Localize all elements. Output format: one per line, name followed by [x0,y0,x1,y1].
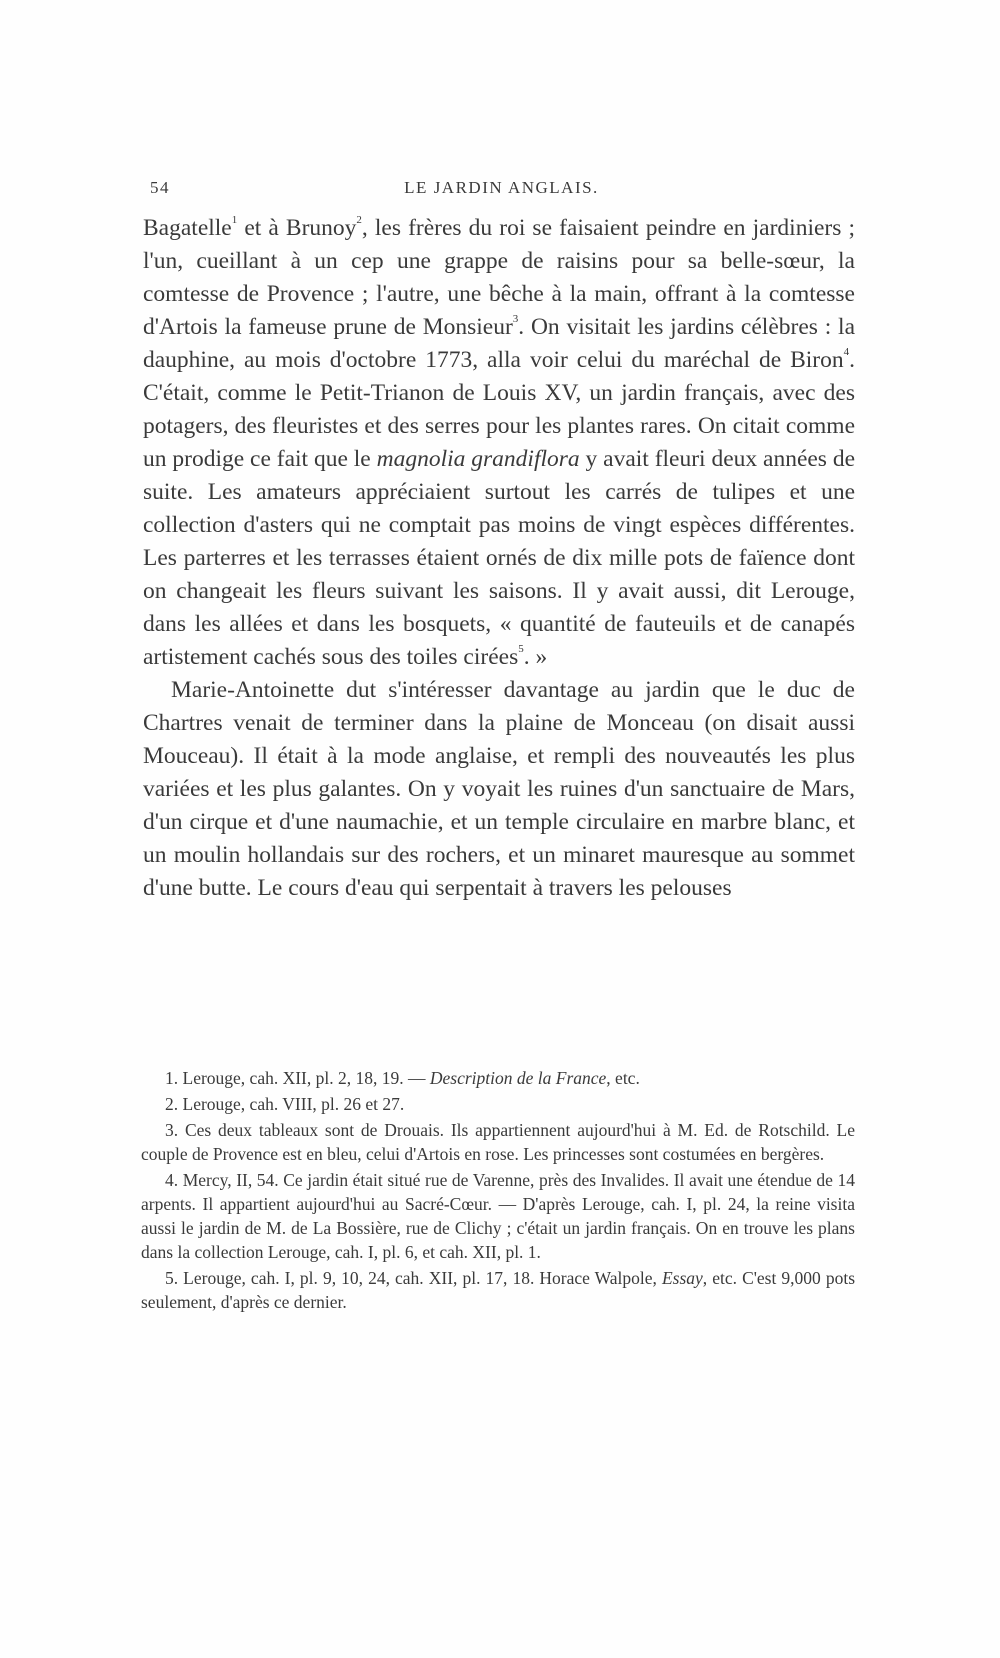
italic-title: Description de la France [429,1068,607,1088]
paragraph-1 [143,212,855,674]
footnote-ref: 1 [231,214,238,226]
text-run: , les frères du roi se faisaient peindre en jardiniers ; l'un, cueillant à un cep une grappe de raisins pour sa belle-sœur, la comtesse de Provence ; l'autre, une bêche à la main, offrant à la comtesse d'Artois la fameuse prune de Monsieur [143,215,855,340]
text-run: , etc. [606,1068,640,1088]
text-run: . On visitait les jardins célèbres : la dauphine, au mois d'octobre 1773, alla voir celui du maréchal de Biron [143,314,856,373]
footnote-4: 4. Mercy, II, 54. Ce jardin était situé rue de Varenne, près des Invalides. Il avait une étendue de 14 arpents. Il appartient aujourd'hui au Sacré-Cœur. — D'après Lerouge, cah. I, pl. 24, la reine visita aussi le jardin de M. de La Bossière, rue de Clichy ; c'était un jardin français. On en trouve les plans dans la collection Lerouge, cah. I, pl. 6, et cah. XII, pl. 1. [141,1170,855,1262]
page-header [150,178,853,200]
text-run: y avait fleuri deux années de suite. Les amateurs appréciaient surtout les carrés de tulipes et une collection d'asters qui ne comptait pas moins de vingt espèces différentes. Les parterres et les terrasses étaient ornés de dix mille pots de faïence dont on changeait les fleurs suivant les saisons. Il y avait aussi, dit Lerouge, dans les allées et dans les bosquets, « quantité de fauteuils et de canapés artistement cachés sous des toiles cirées [143,446,856,670]
paragraph-2: Marie-Antoinette dut s'intéresser davantage au jardin que le duc de Chartres venait de terminer dans la plaine de Monceau (on disait aussi Mouceau). Il était à la mode anglaise, et rempli des nouveautés les plus variées et les plus galantes. On y voyait les ruines d'un sanctuaire de Mars, d'un cirque et d'une naumachie, et un temple circulaire en marbre blanc, et un moulin hollandais sur des rochers, et un minaret mauresque au sommet d'une butte. Le cours d'eau qui serpentait à travers les pelouses [143,677,855,901]
footnote-5 [141,1266,855,1314]
running-head: LE JARDIN ANGLAIS. [404,178,599,197]
text-run: 1. Lerouge, cah. XII, pl. 2, 18, 19. — [165,1068,430,1088]
footnote-3: 3. Ces deux tableaux sont de Drouais. Ils appartiennent aujourd'hui à M. Ed. de Rotschild. Le couple de Provence est en bleu, celui d'Artois en rose. Les princesses sont costumées en bergères. [141,1120,855,1164]
footnote-2: 2. Lerouge, cah. VIII, pl. 26 et 27. [165,1094,405,1114]
text-run: et à Brunoy [237,215,357,241]
text-run: 5. Lerouge, cah. I, pl. 9, 10, 24, cah. XII, pl. 17, 18. Horace Walpole, [165,1268,662,1288]
italic-title: Essay [661,1268,703,1288]
footnote-ref: 2 [356,214,362,226]
footnote-ref: 5 [518,643,524,655]
text-run: Bagatelle [143,215,232,241]
text-run: . C'était, comme le Petit-Trianon de Louis XV, un jardin français, avec des potagers, des fleuristes et des serres pour les plantes rares. On citait comme un prodige ce fait que le [143,347,855,472]
italic-term: magnolia grandiflora [376,446,580,472]
page-number: 54 [150,178,170,197]
text-run: . » [523,644,548,670]
footnote-ref: 3 [512,313,519,325]
footnote-ref: 4 [843,346,850,358]
footnotes [141,1066,855,1316]
text-run: , etc. C'est 9,000 pots seulement, d'après ce dernier. [141,1268,855,1312]
footnote-1 [141,1066,855,1090]
main-text [143,212,855,905]
